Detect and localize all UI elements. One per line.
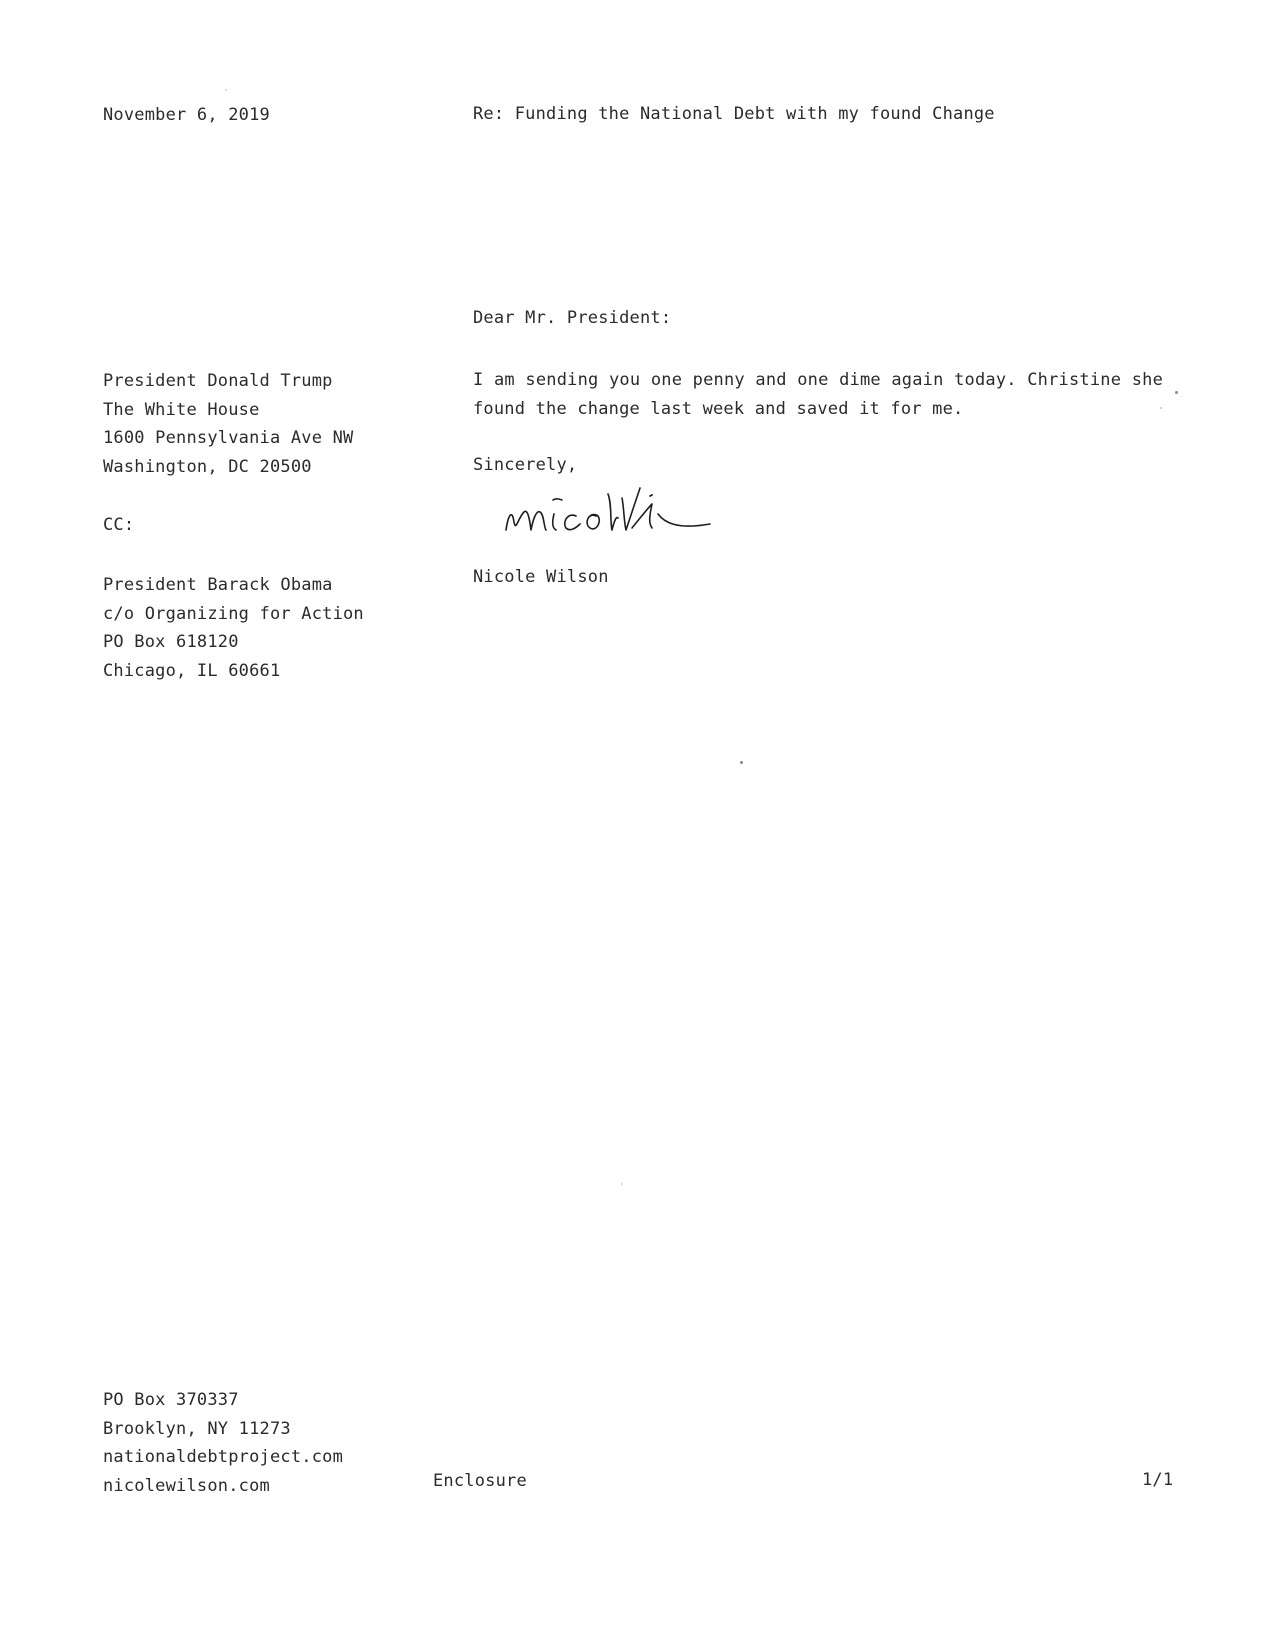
- salutation: Dear Mr. President:: [473, 308, 672, 328]
- paper-speck: [1175, 391, 1178, 394]
- recipient-line: Washington, DC 20500: [103, 456, 312, 477]
- sender-name: Nicole Wilson: [473, 567, 609, 587]
- paper-speck: [740, 761, 743, 764]
- letter-date: November 6, 2019: [103, 105, 270, 125]
- cc-recipient-address: [103, 571, 364, 685]
- letter-body: I am sending you one penny and one dime again today. Christine she found the change last week and saved it for me.: [473, 370, 1163, 419]
- cc-recipient-line: President Barack Obama: [103, 575, 333, 595]
- recipient-line: 1600 Pennsylvania Ave NW: [103, 428, 354, 448]
- cc-recipient-line: PO Box 618120: [103, 632, 239, 652]
- recipient-line: The White House: [103, 399, 260, 420]
- page-number: 1/1: [1142, 1470, 1174, 1490]
- handwritten-signature: [500, 478, 730, 548]
- footer-address-line: PO Box 370337: [103, 1390, 239, 1410]
- enclosure-note: Enclosure: [433, 1471, 527, 1491]
- footer-address-line: nationaldebtproject.com: [103, 1447, 344, 1467]
- cc-label: CC:: [103, 515, 135, 535]
- footer-address: [103, 1386, 343, 1500]
- recipient-line: President Donald Trump: [103, 371, 333, 391]
- footer-address-line: Brooklyn, NY 11273: [103, 1418, 291, 1439]
- paper-speck: [225, 89, 227, 91]
- cc-recipient-line: c/o Organizing for Action: [103, 603, 364, 624]
- paper-speck: [621, 1183, 623, 1185]
- subject-line: Re: Funding the National Debt with my found Change: [473, 104, 995, 124]
- cc-recipient-line: Chicago, IL 60661: [103, 660, 281, 681]
- paper-speck: [1160, 407, 1162, 409]
- footer-address-line: nicolewilson.com: [103, 1475, 270, 1496]
- recipient-address: [103, 367, 353, 481]
- closing: Sincerely,: [473, 455, 578, 475]
